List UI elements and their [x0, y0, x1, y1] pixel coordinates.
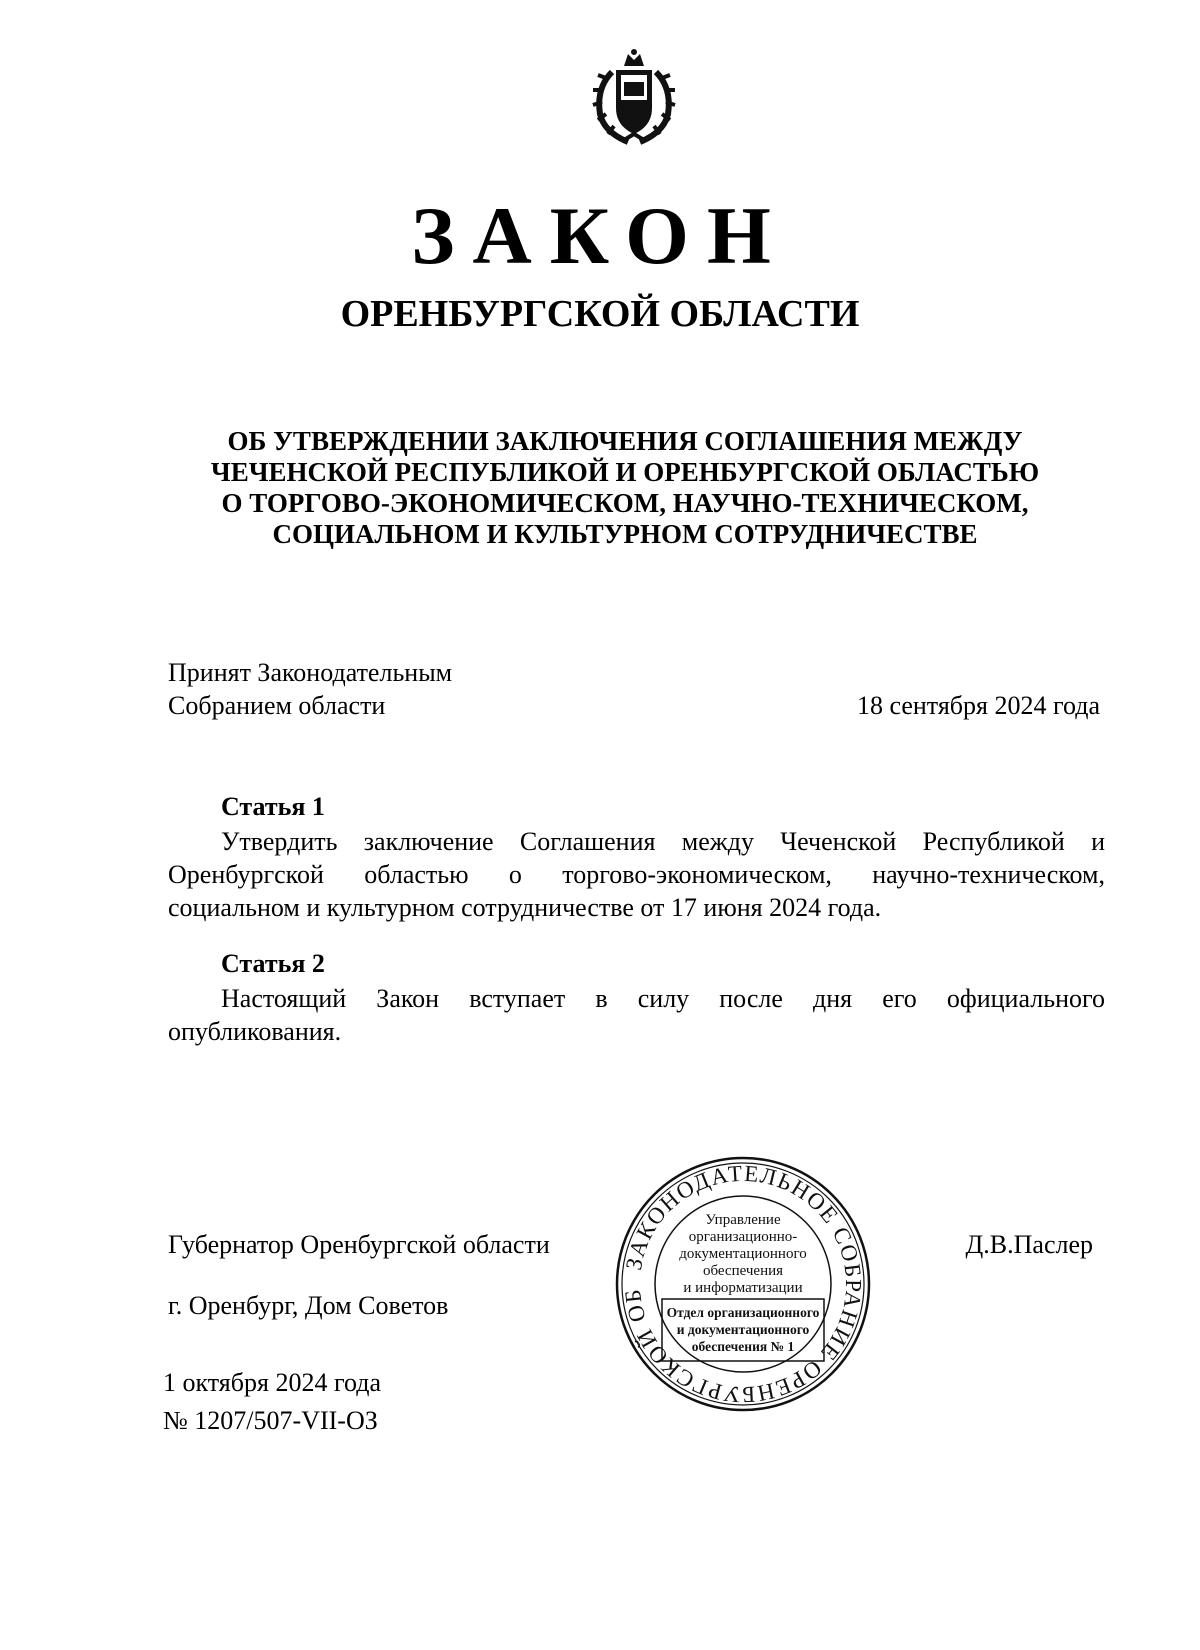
signer-position: Губернатор Оренбургской области — [168, 1230, 550, 1259]
law-title: ЗАКОН — [411, 190, 789, 281]
article-line: Настоящий Закон вступает в силу после дня его официального — [221, 984, 1105, 1013]
law-subject — [160, 426, 1090, 550]
article-text — [168, 825, 1105, 924]
adoption-note — [168, 656, 588, 722]
article-line: Утвердить заключение Соглашения между Чеченской Республикой и — [221, 827, 1105, 856]
stamp-line: Управление — [705, 1212, 781, 1228]
stamp-line: организационно- — [688, 1229, 798, 1245]
article-text — [168, 982, 1105, 1048]
article-line: Оренбургской областью о торгово-экономическом, научно-техническом, — [168, 860, 1105, 889]
stamp-ring-text: ЗАКОНОДАТЕЛЬНОЕ СОБРАНИЕ ОРЕНБУРГСКОЙ ОБ — [619, 1160, 867, 1408]
article-line: социальном и культурном сотрудничестве от 17 июня 2024 года. — [168, 893, 882, 922]
region-title: ОРЕНБУРГСКОЙ ОБЛАСТИ — [340, 293, 860, 335]
official-stamp — [612, 1153, 874, 1415]
article-heading: Статья 1 — [221, 792, 325, 821]
law-number: № 1207/507-VII-ОЗ — [163, 1406, 378, 1435]
stamp-dept-line: и документационного — [676, 1322, 810, 1337]
stamp-line: и информатизации — [683, 1280, 803, 1296]
signer-name: Д.В.Паслер — [965, 1230, 1093, 1259]
stamp-line: документационного — [679, 1246, 807, 1262]
article-heading: Статья 2 — [221, 949, 325, 978]
adoption-line: Собранием области — [168, 691, 386, 720]
subject-line: ОБ УТВЕРЖДЕНИИ ЗАКЛЮЧЕНИЯ СОГЛАШЕНИЯ МЕЖДУ — [227, 426, 1023, 456]
subject-line: О ТОРГОВО-ЭКОНОМИЧЕСКОМ, НАУЧНО-ТЕХНИЧЕСКОМ, — [221, 488, 1029, 518]
signing-date: 1 октября 2024 года — [163, 1368, 381, 1397]
stamp-line: обеспечения — [702, 1263, 784, 1279]
coat-of-arms-icon — [588, 48, 680, 146]
subject-line: ЧЕЧЕНСКОЙ РЕСПУБЛИКОЙ И ОРЕНБУРГСКОЙ ОБЛАСТЬЮ — [210, 457, 1040, 487]
stamp-dept-line: обеспечения № 1 — [691, 1339, 795, 1354]
article-line: опубликования. — [168, 1017, 342, 1046]
adoption-date: 18 сентября 2024 года — [856, 691, 1100, 720]
stamp-dept-line: Отдел организационного — [666, 1305, 820, 1320]
signing-place: г. Оренбург, Дом Советов — [168, 1291, 449, 1320]
subject-line: СОЦИАЛЬНОМ И КУЛЬТУРНОМ СОТРУДНИЧЕСТВЕ — [272, 519, 978, 549]
adoption-line: Принят Законодательным — [168, 658, 453, 687]
